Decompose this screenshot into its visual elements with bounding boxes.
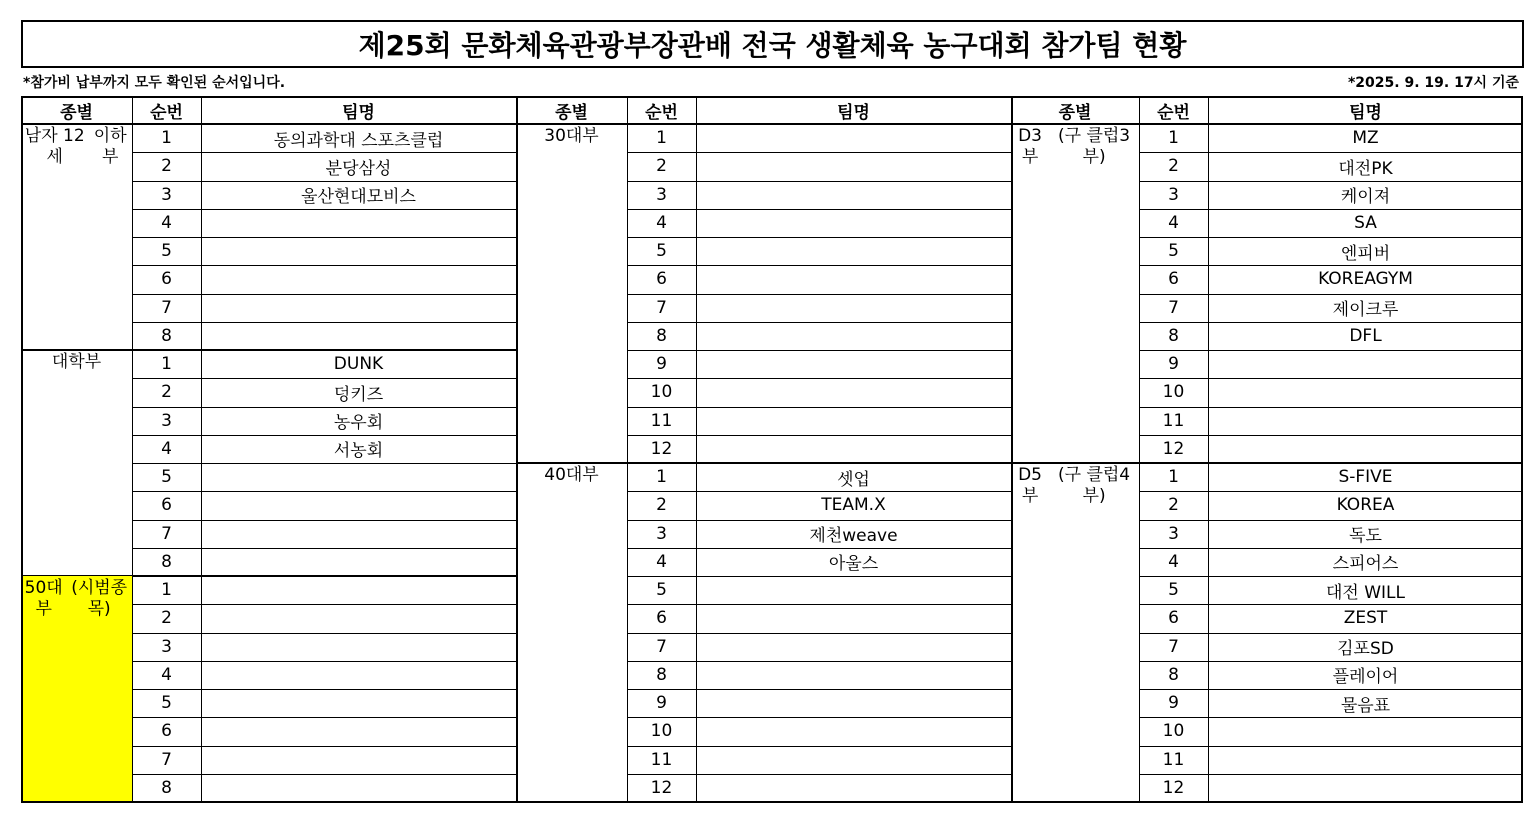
division-label-line: 대학부 [51,352,102,372]
row-divider [132,435,516,436]
team-name [1208,774,1523,802]
division-label-line: D3부 [1018,126,1042,167]
team-number: 1 [656,467,667,488]
column-divider [201,96,202,802]
team-name: 제천weave [809,526,898,547]
division-label-line: 남자 12세 [24,126,85,167]
team-number: 4 [161,438,172,459]
team-number: 5 [1168,241,1179,262]
team-number: 6 [1168,269,1179,290]
team-number: 8 [656,325,667,346]
row-divider [132,717,516,718]
panel-border [21,96,23,802]
team-name: 제이크루 [1332,300,1399,321]
row-divider [627,237,1011,238]
team-name [696,435,1011,463]
team-name [201,604,516,632]
team-name: SA [1354,212,1377,233]
header-division: 종별 [555,102,588,123]
team-number: 3 [1168,523,1179,544]
team-number: 8 [1168,664,1179,685]
team-number: 7 [656,636,667,657]
row-divider [132,294,516,295]
row-divider [1139,548,1523,549]
team-number: 8 [161,325,172,346]
team-number: 5 [1168,580,1179,601]
team-name [201,265,516,293]
row-divider [132,774,516,775]
team-name [201,209,516,237]
team-number: 3 [161,184,172,205]
row-divider [627,491,1011,492]
team-name [201,746,516,774]
team-name [696,322,1011,350]
row-divider [1139,237,1523,238]
header-division: 종별 [60,102,93,123]
row-divider [132,181,516,182]
team-number: 6 [656,269,667,290]
team-name [201,294,516,322]
row-divider [1139,633,1523,634]
team-number: 1 [161,128,172,149]
team-name: 동의과학대 스포츠클럽 [273,130,444,151]
row-divider [1139,350,1523,351]
team-name: 분당삼성 [325,158,392,179]
row-divider [1139,774,1523,775]
team-name [1208,350,1523,378]
team-number: 2 [1168,156,1179,177]
team-name [696,576,1011,604]
row-divider [627,265,1011,266]
team-number: 1 [1168,467,1179,488]
team-number: 3 [1168,184,1179,205]
team-name: 셋업 [837,469,870,490]
team-number: 7 [161,297,172,318]
team-number: 4 [1168,551,1179,572]
team-name: S-FIVE [1338,467,1393,488]
as-of-timestamp: *2025. 9. 19. 17시 기준 [1347,75,1519,91]
row-divider [1139,378,1523,379]
row-divider [627,661,1011,662]
row-divider [132,689,516,690]
team-name [696,633,1011,661]
team-number: 2 [1168,495,1179,516]
team-number: 12 [1162,777,1185,798]
team-name [201,576,516,604]
row-divider [132,407,516,408]
column-divider [132,96,133,802]
team-name [696,717,1011,745]
row-divider [1139,746,1523,747]
team-name [201,774,516,802]
team-number: 5 [161,693,172,714]
team-number: 5 [161,467,172,488]
team-number: 5 [656,241,667,262]
team-number: 7 [1168,636,1179,657]
row-divider [627,520,1011,521]
row-divider [627,294,1011,295]
team-name: TEAM.X [821,495,886,516]
team-name [1208,746,1523,774]
team-number: 5 [161,241,172,262]
header-team: 팀명 [837,102,870,123]
team-name [201,689,516,717]
row-divider [1139,181,1523,182]
team-name [696,604,1011,632]
team-name: 서농회 [333,441,384,462]
row-divider [1139,520,1523,521]
row-divider [132,463,516,464]
header-team: 팀명 [1349,102,1382,123]
team-number: 12 [1162,438,1185,459]
team-name [696,407,1011,435]
team-name: MZ [1352,128,1379,149]
row-divider [132,520,516,521]
team-name [696,209,1011,237]
row-divider [1139,717,1523,718]
team-name [201,633,516,661]
row-divider [1139,689,1523,690]
team-name [696,237,1011,265]
team-name [696,774,1011,802]
row-divider [132,378,516,379]
team-name: DFL [1349,325,1382,346]
row-divider [627,152,1011,153]
team-name [696,294,1011,322]
panel-border [1011,96,1013,802]
header-division: 종별 [1058,102,1092,123]
team-name: 독도 [1349,526,1382,547]
payment-note: *참가비 납부까지 모두 확인된 순서입니다. [23,75,286,91]
team-number: 2 [656,495,667,516]
team-number: 7 [656,297,667,318]
team-name [696,378,1011,406]
row-divider [627,548,1011,549]
row-divider [627,774,1011,775]
team-number: 11 [650,410,673,431]
team-number: 11 [1162,410,1185,431]
team-name: 엔피버 [1340,243,1391,264]
team-name: 덩키즈 [333,384,384,405]
team-name: KOREA [1336,495,1395,516]
team-name: 플레이어 [1332,667,1399,688]
division-label-line: (구 클럽3부) [1057,126,1131,167]
team-name [1208,378,1523,406]
row-divider [1139,435,1523,436]
header-number: 순번 [645,102,678,123]
row-divider [1139,265,1523,266]
row-divider [627,378,1011,379]
row-divider [1139,491,1523,492]
team-number: 3 [161,410,172,431]
division-label [21,350,132,576]
team-name: 김포SD [1337,639,1394,660]
row-divider [627,407,1011,408]
team-number: 1 [1168,128,1179,149]
team-number: 4 [656,212,667,233]
team-name [201,491,516,519]
team-number: 11 [1162,749,1185,770]
team-number: 10 [1162,721,1185,742]
row-divider [132,237,516,238]
team-name: ZEST [1343,608,1388,629]
team-name [1208,717,1523,745]
team-name [696,350,1011,378]
team-number: 9 [656,354,667,375]
team-number: 11 [650,749,673,770]
team-number: 4 [1168,212,1179,233]
team-name [201,463,516,491]
team-number: 4 [161,212,172,233]
team-number: 3 [161,636,172,657]
row-divider [1139,604,1523,605]
team-name [696,181,1011,209]
team-name [696,152,1011,180]
team-name [696,661,1011,689]
row-divider [132,152,516,153]
row-divider [132,548,516,549]
row-divider [627,746,1011,747]
team-name [201,661,516,689]
row-divider [1139,152,1523,153]
row-divider [132,633,516,634]
team-number: 4 [161,664,172,685]
team-number: 1 [161,580,172,601]
team-number: 8 [656,664,667,685]
team-name [696,265,1011,293]
row-divider [627,604,1011,605]
team-number: 9 [656,693,667,714]
team-name [1208,435,1523,463]
team-name [201,717,516,745]
table-bottom-border [21,801,1523,803]
row-divider [132,661,516,662]
team-number: 6 [161,269,172,290]
row-divider [627,576,1011,577]
division-label [516,124,627,463]
team-number: 9 [1168,693,1179,714]
team-name: 농우회 [333,413,384,434]
division-label-line: (구 클럽4부) [1057,465,1131,506]
row-divider [627,350,1011,351]
team-name: 물음표 [1340,695,1391,716]
team-number: 9 [1168,354,1179,375]
division-label [516,463,627,802]
team-name: DUNK [333,354,384,375]
division-label-line: 이하부 [93,126,127,167]
row-divider [132,209,516,210]
team-name: 대전PK [1338,158,1393,179]
division-label-line: 30대부 [544,126,599,146]
team-number: 10 [650,382,673,403]
team-name [201,548,516,576]
row-divider [1139,209,1523,210]
page-title: 제25회 문화체육관광부장관배 전국 생활체육 농구대회 참가팀 현황 [21,20,1524,68]
row-divider [627,322,1011,323]
table-top-border [21,96,1523,98]
row-divider [1139,407,1523,408]
team-number: 8 [1168,325,1179,346]
header-number: 순번 [150,102,183,123]
division-label [21,124,132,350]
row-divider [132,491,516,492]
row-divider [1139,661,1523,662]
row-divider [132,746,516,747]
team-number: 10 [1162,382,1185,403]
division-label [21,576,132,802]
row-divider [627,717,1011,718]
team-number: 8 [161,551,172,572]
team-number: 12 [650,438,673,459]
team-number: 2 [161,382,172,403]
column-divider [1208,96,1209,802]
row-divider [627,689,1011,690]
team-name [696,689,1011,717]
column-divider [627,96,628,802]
column-divider [1139,96,1140,802]
row-divider [1139,322,1523,323]
team-name: KOREAGYM [1318,269,1413,290]
team-number: 8 [161,777,172,798]
division-label-line: (시범종목) [71,578,128,619]
row-divider [132,265,516,266]
row-divider [627,633,1011,634]
team-number: 2 [656,156,667,177]
team-name [201,322,516,350]
team-name: 울산현대모비스 [301,187,416,208]
team-number: 3 [656,523,667,544]
division-label-line: 50대부 [24,578,63,619]
team-name: 스피어스 [1332,554,1399,575]
row-divider [627,181,1011,182]
team-number: 6 [656,608,667,629]
division-label [1011,124,1139,463]
team-number: 1 [161,354,172,375]
header-team: 팀명 [342,102,375,123]
team-name [696,124,1011,152]
team-number: 6 [161,721,172,742]
column-divider [696,96,697,802]
row-divider [1139,294,1523,295]
team-number: 12 [650,777,673,798]
team-number: 2 [161,156,172,177]
team-name [201,237,516,265]
team-number: 10 [650,721,673,742]
row-divider [132,604,516,605]
team-name [1208,407,1523,435]
division-label-line: D5부 [1018,465,1042,506]
team-number: 7 [161,749,172,770]
team-number: 3 [656,184,667,205]
team-name: 케이져 [1340,187,1391,208]
division-label [1011,463,1139,802]
team-number: 7 [161,523,172,544]
team-number: 2 [161,608,172,629]
team-number: 6 [161,495,172,516]
team-name [696,746,1011,774]
row-divider [132,322,516,323]
row-divider [627,435,1011,436]
table-right-border [1521,96,1523,803]
team-number: 1 [656,128,667,149]
header-number: 순번 [1157,102,1190,123]
team-name: 대전 WILL [1325,582,1405,603]
team-number: 5 [656,580,667,601]
team-name: 아울스 [828,554,879,575]
team-number: 4 [656,551,667,572]
team-name [201,520,516,548]
team-number: 7 [1168,297,1179,318]
row-divider [627,209,1011,210]
row-divider [1139,576,1523,577]
panel-border [516,96,518,802]
division-label-line: 40대부 [544,465,599,485]
header-bottom-border [21,123,1523,125]
team-number: 6 [1168,608,1179,629]
